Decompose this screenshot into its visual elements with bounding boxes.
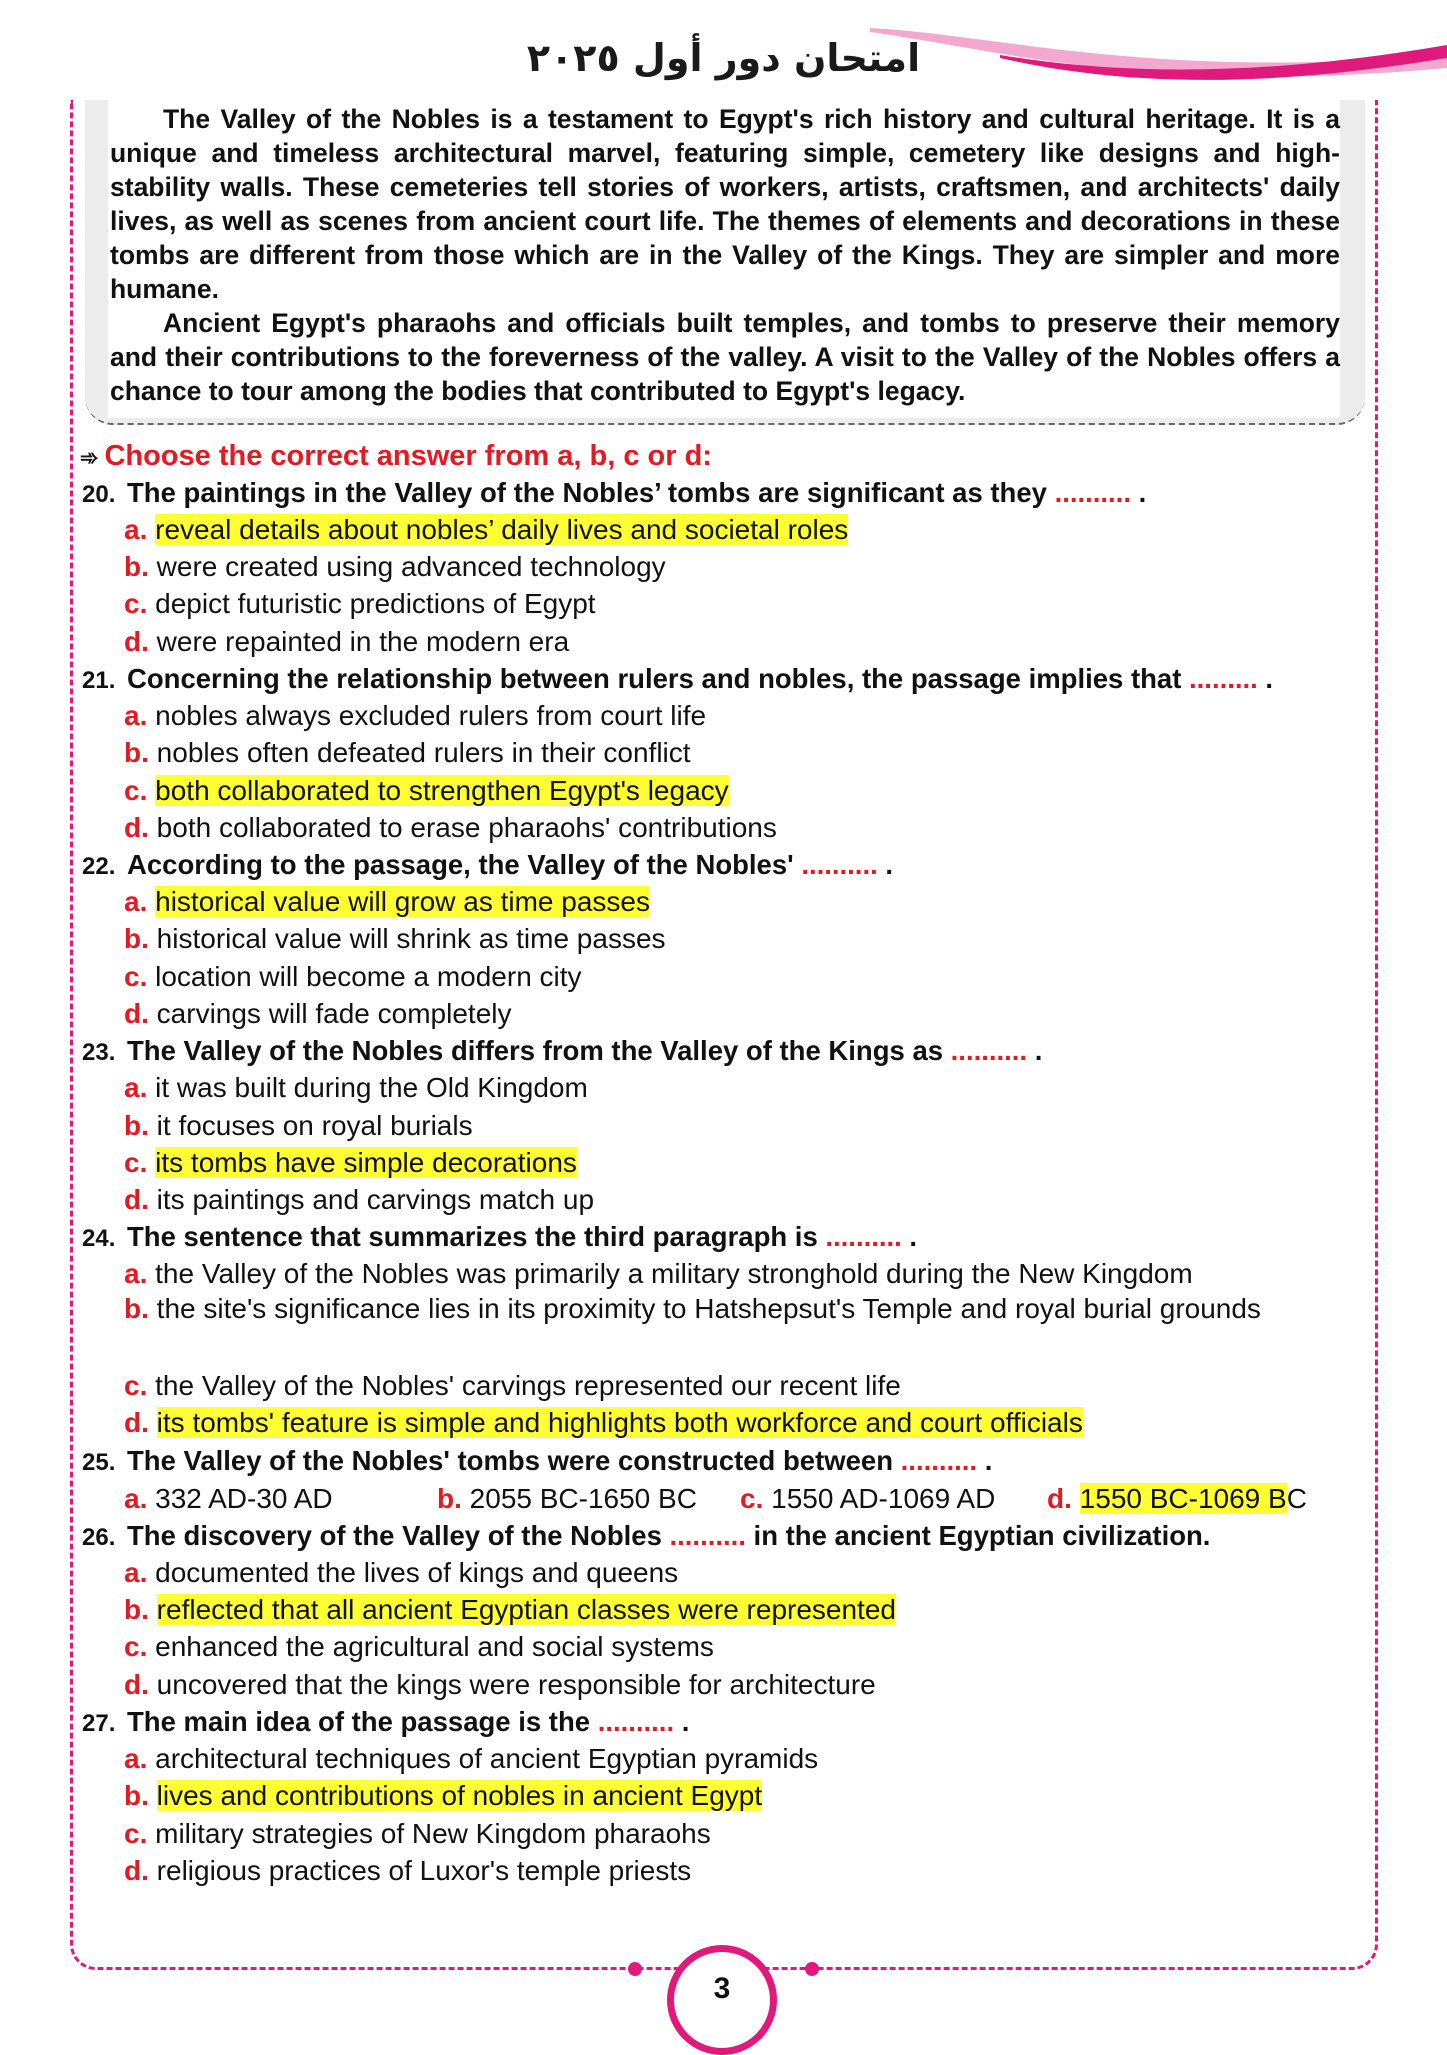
question-stem: The discovery of the Valley of the Nobles	[127, 1520, 662, 1551]
option-25d[interactable]: d. 1550 BC-1069 BC	[1047, 1483, 1307, 1514]
correct-answer-highlight: both collaborated to strengthen Egypt's legacy	[155, 775, 729, 806]
option-21a[interactable]: a. nobles always excluded rulers from court life	[124, 700, 707, 731]
instruction	[80, 440, 712, 473]
question-stem: The Valley of the Nobles differs from the Valley of the Kings as	[127, 1035, 944, 1066]
option-27a[interactable]: a. architectural techniques of ancient Egyptian pyramids	[124, 1743, 819, 1774]
page-title: امتحان دور أول ٢٠٢٥	[526, 36, 921, 80]
question-number: 23.	[82, 1039, 116, 1066]
option-26b[interactable]: b. reflected that all ancient Egyptian classes were represented	[124, 1594, 896, 1625]
blank-dots: ..........	[801, 849, 878, 880]
option-24d[interactable]: d. its tombs' feature is simple and highlights both workforce and court officials	[124, 1407, 1083, 1438]
question-stem: Concerning the relationship between rulers and nobles, the passage implies that	[127, 663, 1182, 694]
question-24	[82, 1221, 917, 1253]
option-27d[interactable]: d. religious practices of Luxor's temple priests	[124, 1855, 692, 1886]
blank-dots: ..........	[597, 1706, 675, 1737]
instruction-text: Choose the correct answer from a, b, c or d:	[104, 440, 712, 472]
option-24a[interactable]: a. the Valley of the Nobles was primarily a military stronghold during the New Kingdom	[124, 1258, 1193, 1289]
footer-dot-right-icon	[805, 1962, 819, 1976]
blank-dots: ..........	[950, 1035, 1028, 1066]
question-20	[82, 477, 1146, 509]
passage-paragraph-1: The Valley of the Nobles is a testament to Egypt's rich history and cultural heritage. It is a unique and timeless architectural marvel, featuring simple, cemetery like designs and high-stability walls. These cemeteries tell stories of workers, artists, craftsmen, and architects' daily lives, as well as scenes from ancient court life. The themes of elements and decorations in these tombs are different from those which are in the Valley of the Kings. They are simpler and more humane.	[110, 104, 1340, 304]
blank-dots: ..........	[1054, 477, 1131, 508]
option-22c[interactable]: c. location will become a modern city	[124, 961, 582, 992]
correct-answer-highlight: reveal details about nobles’ daily lives and societal roles	[155, 514, 849, 545]
correct-answer-highlight: its tombs have simple decorations	[155, 1147, 577, 1178]
question-end: .	[901, 1221, 918, 1252]
question-26	[82, 1520, 1210, 1552]
correct-answer-highlight: reflected that all ancient Egyptian classes were represented	[156, 1594, 896, 1625]
question-end: .	[1027, 1035, 1043, 1066]
question-number: 27.	[82, 1710, 116, 1737]
question-stem: The paintings in the Valley of the Nobles’ tombs are significant as they	[127, 477, 1047, 508]
question-end: .	[977, 1445, 993, 1476]
option-22b[interactable]: b. historical value will shrink as time passes	[124, 923, 666, 954]
blank-dots: .........	[1189, 663, 1258, 694]
question-23	[82, 1035, 1042, 1067]
question-21	[82, 663, 1273, 695]
option-21c[interactable]: c. both collaborated to strengthen Egypt's legacy	[124, 775, 729, 806]
option-23a[interactable]: a. it was built during the Old Kingdom	[124, 1072, 588, 1103]
question-end: .	[1257, 663, 1274, 694]
option-23c[interactable]: c. its tombs have simple decorations	[124, 1147, 577, 1178]
option-25c[interactable]: c. 1550 AD-1069 AD	[740, 1483, 996, 1514]
correct-answer-highlight: its tombs' feature is simple and highlights both workforce and court officials	[156, 1407, 1083, 1438]
option-20b[interactable]: b. were created using advanced technology	[124, 551, 666, 582]
question-end: in the ancient Egyptian civilization.	[745, 1520, 1211, 1551]
question-stem: The Valley of the Nobles' tombs were constructed between	[127, 1445, 894, 1476]
question-end: .	[877, 849, 894, 880]
option-21b[interactable]: b. nobles often defeated rulers in their conflict	[124, 737, 691, 768]
correct-answer-highlight: lives and contributions of nobles in ancient Egypt	[156, 1780, 763, 1811]
question-number: 26.	[82, 1524, 116, 1551]
blank-dots: ..........	[825, 1221, 902, 1252]
option-22d[interactable]: d. carvings will fade completely	[124, 998, 512, 1029]
reading-passage	[110, 102, 1340, 408]
question-number: 22.	[82, 853, 116, 880]
option-23b[interactable]: b. it focuses on royal burials	[124, 1110, 473, 1141]
question-25	[82, 1445, 992, 1477]
page-number: 3	[713, 1972, 731, 2005]
option-26a[interactable]: a. documented the lives of kings and queens	[124, 1557, 679, 1588]
option-22a[interactable]: a. historical value will grow as time passes	[124, 886, 650, 917]
question-number: 24.	[82, 1225, 116, 1252]
option-25a[interactable]: a. 332 AD-30 AD	[124, 1483, 333, 1514]
question-end: .	[1130, 477, 1147, 508]
blank-dots: ..........	[900, 1445, 978, 1476]
option-23d[interactable]: d. its paintings and carvings match up	[124, 1184, 595, 1215]
question-number: 20.	[82, 481, 116, 508]
question-22	[82, 849, 893, 881]
question-stem: According to the passage, the Valley of the Nobles'	[127, 849, 794, 880]
option-27c[interactable]: c. military strategies of New Kingdom pharaohs	[124, 1818, 711, 1849]
option-27b[interactable]: b. lives and contributions of nobles in ancient Egypt	[124, 1780, 763, 1811]
correct-answer-highlight: historical value will grow as time passes	[155, 886, 650, 917]
option-21d[interactable]: d. both collaborated to erase pharaohs' contributions	[124, 812, 777, 843]
question-stem: The sentence that summarizes the third paragraph is	[127, 1221, 818, 1252]
question-end: .	[674, 1706, 690, 1737]
pointer-arrow-icon: ➾	[80, 445, 99, 470]
option-24c[interactable]: c. the Valley of the Nobles' carvings represented our recent life	[124, 1370, 901, 1401]
option-24b[interactable]: b. the site's significance lies in its proximity to Hatshepsut's Temple and royal burial grounds	[124, 1293, 1261, 1324]
option-25b[interactable]: b. 2055 BC-1650 BC	[437, 1483, 697, 1514]
footer-dot-left-icon	[628, 1962, 642, 1976]
option-20d[interactable]: d. were repainted in the modern era	[124, 626, 570, 657]
question-number: 21.	[82, 667, 116, 694]
option-20a[interactable]: a. reveal details about nobles’ daily lives and societal roles	[124, 514, 849, 545]
question-27	[82, 1706, 689, 1738]
option-20c[interactable]: c. depict futuristic predictions of Egypt	[124, 588, 596, 619]
blank-dots: ..........	[669, 1520, 746, 1551]
question-stem: The main idea of the passage is the	[127, 1706, 591, 1737]
question-number: 25.	[82, 1449, 116, 1476]
option-26c[interactable]: c. enhanced the agricultural and social systems	[124, 1631, 714, 1662]
option-26d[interactable]: d. uncovered that the kings were responsible for architecture	[124, 1669, 876, 1700]
passage-paragraph-2: Ancient Egypt's pharaohs and officials built temples, and tombs to preserve their memory and their contributions to the foreverness of the valley. A visit to the Valley of the Nobles offers a chance to tour among the bodies that contributed to Egypt's legacy.	[110, 308, 1340, 406]
correct-answer-highlight: 1550 BC-1069 B	[1079, 1483, 1287, 1514]
